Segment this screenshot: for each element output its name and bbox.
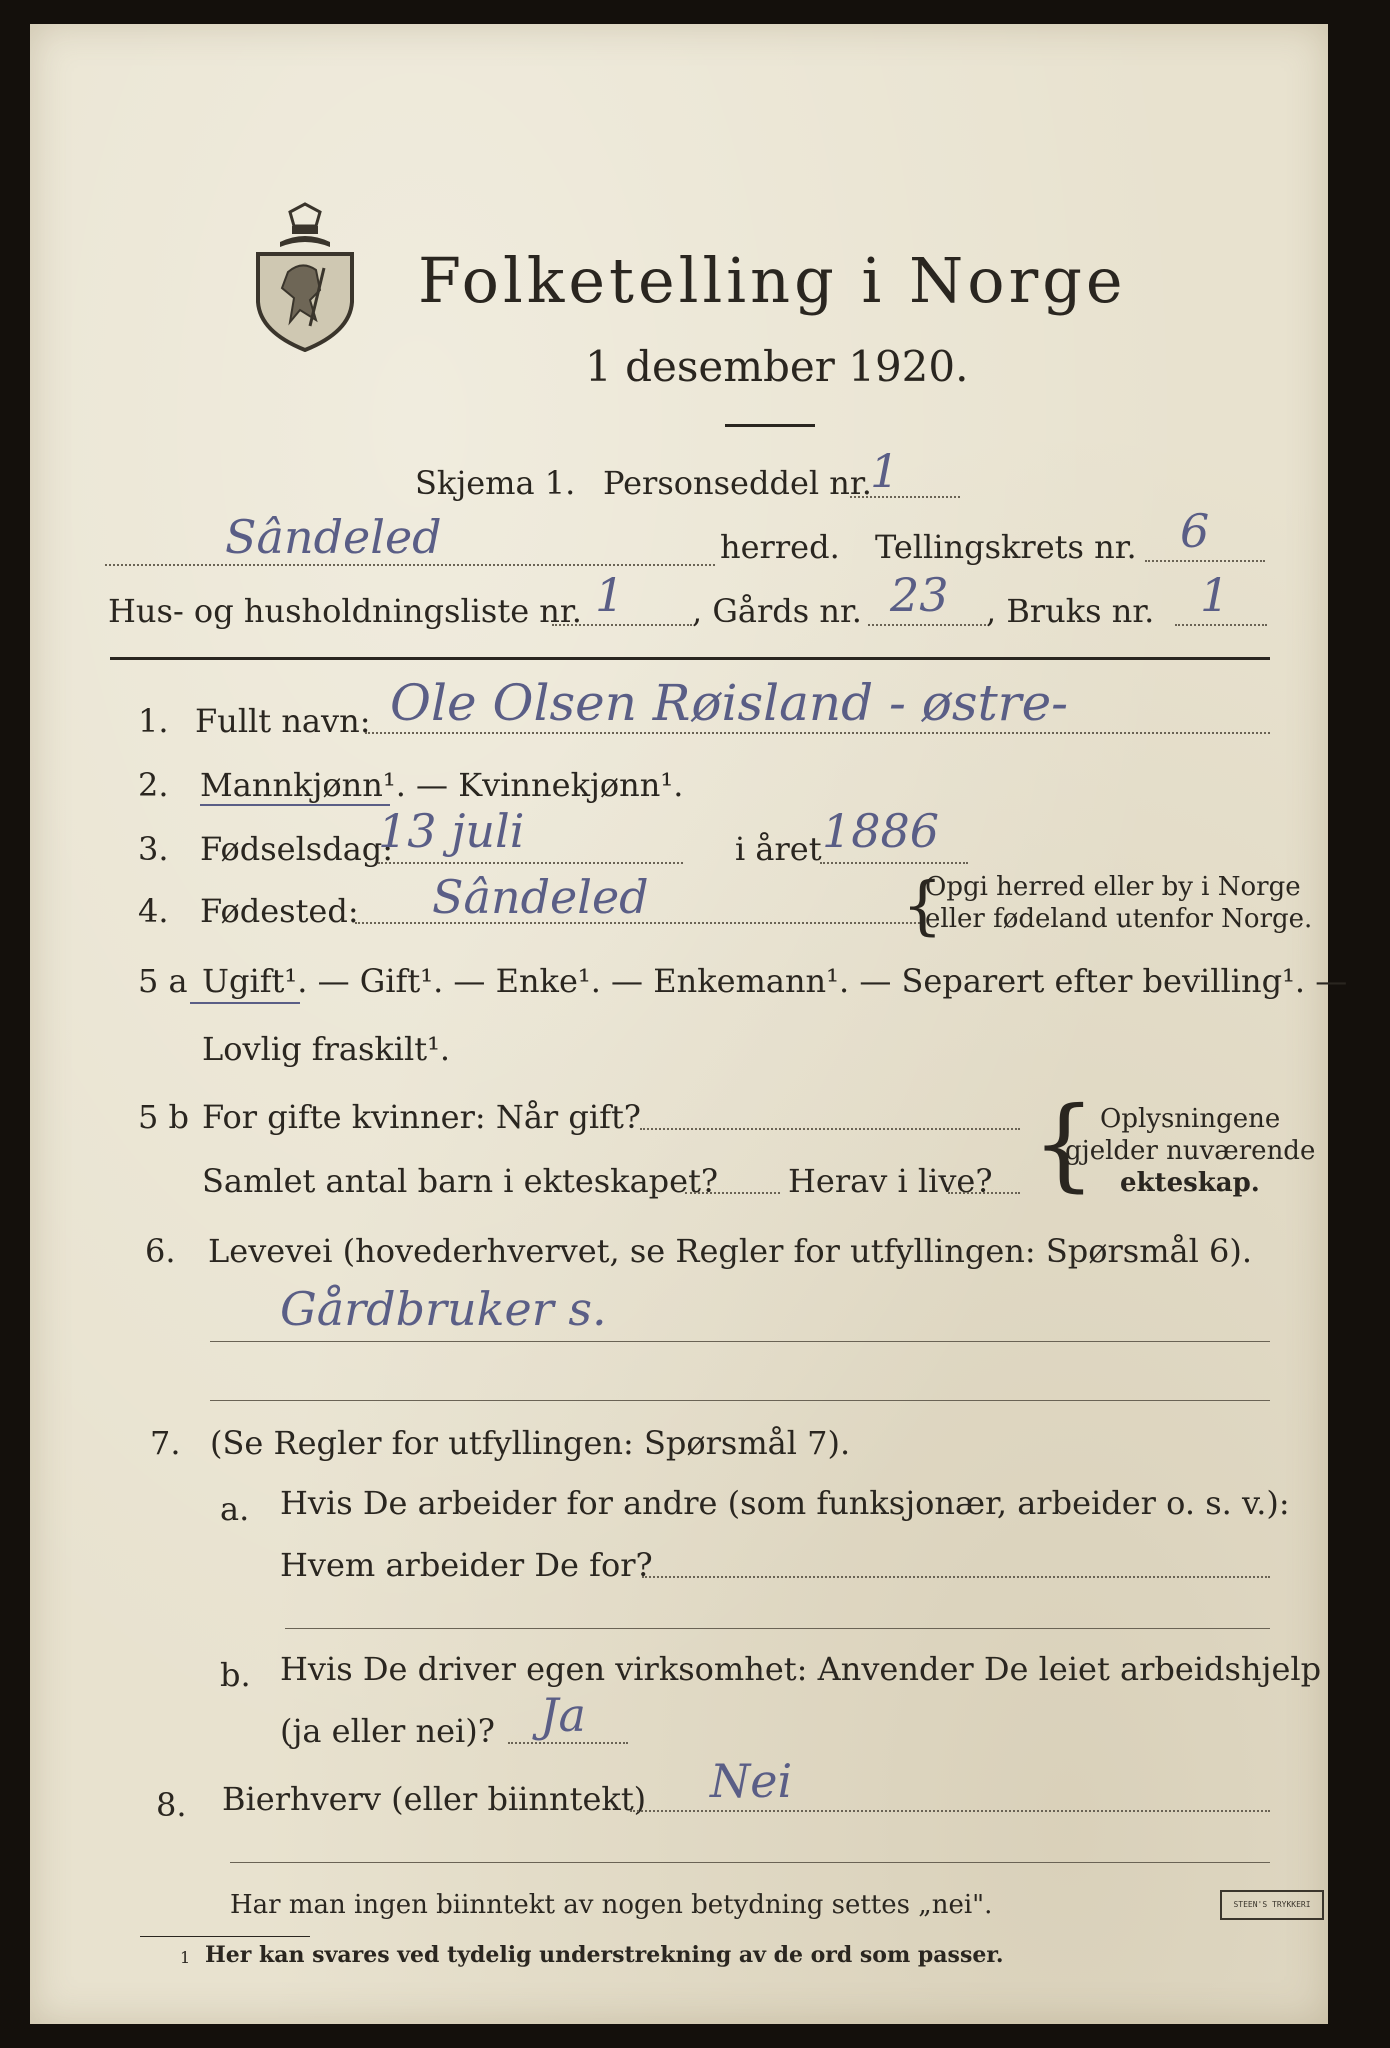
skjema-label: Skjema 1.	[415, 464, 576, 502]
alive-line	[948, 1192, 1020, 1194]
gards-label: , Gårds nr.	[692, 592, 862, 630]
employer-line-1	[642, 1576, 1270, 1578]
footnote-rule	[140, 1936, 310, 1937]
form-title: Folketelling i Norge	[418, 244, 1127, 317]
q4-note-1: Opgi herred eller by i Norge	[925, 872, 1301, 902]
employer-line-2	[285, 1628, 1270, 1629]
q7b-line-1: Hvis De driver egen virksomhet: Anvender De leiet arbeidshjelp	[280, 1650, 1322, 1688]
q5b-note-1: Oplysningene	[1100, 1104, 1281, 1134]
q7a-line-1: Hvis De arbeider for andre (som funksjonær, arbeider o. s. v.):	[280, 1484, 1290, 1522]
q5b-note-2: gjelder nuværende	[1065, 1136, 1316, 1166]
hired-help-value[interactable]: Ja	[540, 1688, 586, 1742]
q2-number: 2.	[138, 766, 169, 804]
gards-value[interactable]: 23	[890, 568, 949, 622]
q7-label: (Se Regler for utfyllingen: Spørsmål 7).	[210, 1424, 851, 1462]
bruks-value[interactable]: 1	[1200, 568, 1230, 622]
q5b-children-label: Samlet antal barn i ekteskapet?	[202, 1162, 719, 1200]
birth-year-value[interactable]: 1886	[822, 804, 940, 858]
bruks-label: , Bruks nr.	[986, 592, 1155, 630]
q5b-alive-label: Herav i live?	[788, 1162, 993, 1200]
gender-underline	[200, 804, 390, 806]
birthday-line	[378, 862, 683, 864]
printer-stamp: STEEN'S TRYKKERI	[1220, 1890, 1324, 1920]
personseddel-line	[850, 496, 960, 498]
q4-label: Fødested:	[200, 892, 359, 930]
marital-status-options-2[interactable]: Lovlig fraskilt¹.	[202, 1030, 451, 1068]
footnote-mark: 1	[180, 1948, 191, 1967]
q4-note-2: eller fødeland utenfor Norge.	[925, 904, 1313, 934]
tellingskrets-label: Tellingskrets nr.	[875, 528, 1137, 566]
marital-underline	[190, 1002, 300, 1004]
census-form	[30, 24, 1348, 2024]
q5b-note-3: ekteskap.	[1120, 1168, 1260, 1198]
q7a-letter: a.	[220, 1490, 250, 1528]
herred-label: herred.	[720, 528, 840, 566]
q7b-line-2: (ja eller nei)?	[280, 1712, 495, 1750]
herred-value[interactable]: Sândeled	[225, 510, 442, 564]
tellingskrets-value[interactable]: 6	[1180, 504, 1210, 558]
q5b-brace: {	[1032, 1085, 1096, 1202]
gender-options[interactable]: Mannkjønn¹. — Kvinnekjønn¹.	[200, 766, 684, 804]
tellingskrets-line	[1145, 560, 1265, 562]
form-date: 1 desember 1920.	[585, 342, 969, 391]
norway-coat-of-arms-icon	[250, 202, 360, 352]
marital-status-options[interactable]: Ugift¹. — Gift¹. — Enke¹. — Enkemann¹. — Separert efter bevilling¹. —	[202, 962, 1348, 1000]
children-line	[685, 1192, 780, 1194]
q5b-line-1: For gifte kvinner: Når gift?	[202, 1098, 641, 1136]
married-when-line	[640, 1128, 1020, 1130]
title-divider	[725, 424, 815, 427]
hired-help-line	[508, 1742, 628, 1744]
footnote-text: Her kan svares ved tydelig understrekning av de ord som passer.	[205, 1942, 1004, 1968]
side-income-line	[630, 1810, 1270, 1812]
herred-line	[105, 564, 715, 566]
q3-number: 3.	[138, 830, 169, 868]
q3-label: Fødselsdag:	[200, 830, 394, 868]
occupation-line-1	[210, 1341, 1270, 1342]
hus-value[interactable]: 1	[595, 568, 625, 622]
q8-label: Bierhverv (eller biinntekt)	[222, 1780, 647, 1818]
q6-number: 6.	[145, 1232, 176, 1270]
q6-label: Levevei (hovederhvervet, se Regler for utfyllingen: Spørsmål 6).	[208, 1232, 1253, 1270]
bruks-line	[1175, 624, 1267, 626]
q7b-letter: b.	[220, 1656, 251, 1694]
q1-line	[365, 732, 1270, 734]
q8-number: 8.	[156, 1786, 187, 1824]
q5a-number: 5 a	[138, 962, 188, 1000]
q5b-number: 5 b	[138, 1098, 190, 1136]
personseddel-label: Personseddel nr.	[603, 464, 872, 502]
birth-year-line	[820, 862, 968, 864]
personseddel-value[interactable]: 1	[870, 444, 900, 498]
full-name-value[interactable]: Ole Olsen Røisland - østre-	[390, 674, 1069, 732]
side-income-line-2	[230, 1862, 1270, 1863]
birthday-value[interactable]: 13 juli	[378, 804, 525, 858]
q7a-line-2: Hvem arbeider De for?	[280, 1546, 653, 1584]
header-rule	[110, 657, 1270, 660]
q1-label: Fullt navn:	[195, 702, 371, 740]
birthplace-value[interactable]: Sândeled	[432, 870, 649, 924]
hus-label: Hus- og husholdningsliste nr.	[108, 592, 582, 630]
q7-number: 7.	[150, 1424, 181, 1462]
gards-line	[868, 624, 986, 626]
occupation-line-2	[210, 1400, 1270, 1401]
hus-line	[552, 624, 692, 626]
q3-year-label: i året	[735, 830, 822, 868]
occupation-value[interactable]: Gårdbruker s.	[280, 1282, 607, 1336]
q4-brace: {	[902, 869, 943, 943]
q1-number: 1.	[138, 702, 169, 740]
footer-note: Har man ingen biinntekt av nogen betydning settes „nei".	[230, 1890, 993, 1920]
side-income-value[interactable]: Nei	[710, 1754, 793, 1808]
q4-number: 4.	[138, 892, 169, 930]
